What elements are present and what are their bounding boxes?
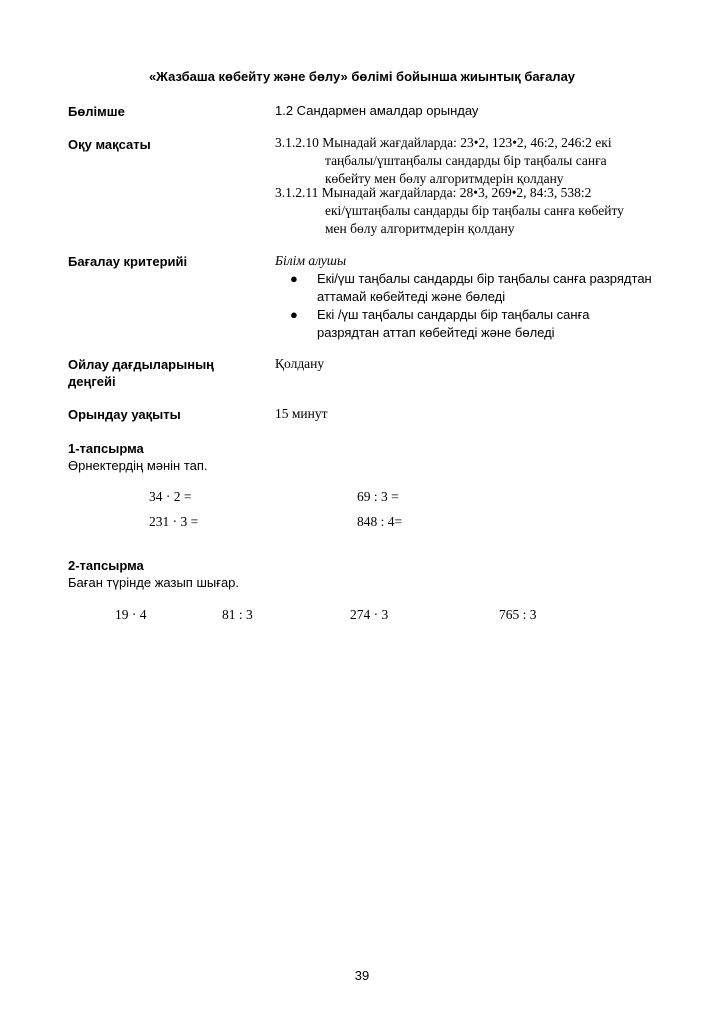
bullet-line: аттамай көбейтеді және бөледі xyxy=(317,289,506,304)
time-value: 15 минут xyxy=(275,406,328,421)
bullet-line: разрядтан аттап көбейтеді және бөледі xyxy=(317,325,555,340)
task1-title: 1-тапсырма xyxy=(68,441,144,456)
criteria-intro: Білім алушы xyxy=(275,253,347,268)
objectives-label: Оқу мақсаты xyxy=(68,137,151,152)
criteria-bullet xyxy=(290,306,700,342)
time-label: Орындау уақыты xyxy=(68,407,181,422)
document-title: «Жазбаша көбейту және бөлу» бөлімі бойынша жиынтық бағалау xyxy=(148,69,576,84)
task1-instruction: Өрнектердің мәнін тап. xyxy=(68,458,208,473)
task1-expression: 69 : 3 = xyxy=(357,489,399,504)
bullet-line: Екі /үш таңбалы сандарды бір таңбалы санға xyxy=(317,307,590,322)
objective-line: таңбалы/үштаңбалы сандарды бір таңбалы санға xyxy=(325,153,607,168)
task2-expression: 81 : 3 xyxy=(222,607,253,622)
bullet-icon: ● xyxy=(290,271,298,286)
task1-expression: 848 : 4= xyxy=(357,514,403,529)
criteria-label: Бағалау критерийі xyxy=(68,254,188,269)
bullet-line: Екі/үш таңбалы сандарды бір таңбалы санға разрядтан xyxy=(317,271,652,286)
objective-line: мен бөлу алгоритмдерін қолдану xyxy=(325,221,515,236)
page-number: 39 xyxy=(354,968,370,983)
task2-title: 2-тапсырма xyxy=(68,558,144,573)
objective-line: екі/үштаңбалы сандарды бір таңбалы санға көбейту xyxy=(325,203,624,218)
objective-item xyxy=(275,134,695,188)
objective-line: 3.1.2.10 Мынадай жағдайларда: 23•2, 123•2, 46:2, 246:2 екі xyxy=(275,135,612,150)
task1-expression: 34 · 2 = xyxy=(149,489,192,504)
task2-instruction: Баған түрінде жазып шығар. xyxy=(68,575,240,590)
criteria-bullet xyxy=(290,270,700,306)
objective-item xyxy=(275,184,695,238)
section-value: 1.2 Сандармен амалдар орындау xyxy=(275,103,479,118)
objective-line: көбейту мен бөлу алгоритмдерін қолдану xyxy=(325,171,564,186)
task1-expression: 231 · 3 = xyxy=(149,514,199,529)
objective-line: 3.1.2.11 Мынадай жағдайларда: 28•3, 269•2, 84:3, 538:2 xyxy=(275,185,592,200)
task2-expression: 765 : 3 xyxy=(499,607,537,622)
section-label: Бөлімше xyxy=(68,104,125,119)
task2-expression: 274 · 3 xyxy=(350,607,389,622)
thinking-label xyxy=(68,356,214,390)
bullet-icon: ● xyxy=(290,307,298,322)
thinking-value: Қолдану xyxy=(275,356,325,371)
task2-expression: 19 · 4 xyxy=(115,607,147,622)
thinking-label-line: деңгейі xyxy=(68,374,116,389)
thinking-label-line: Ойлау дағдыларының xyxy=(68,357,215,372)
